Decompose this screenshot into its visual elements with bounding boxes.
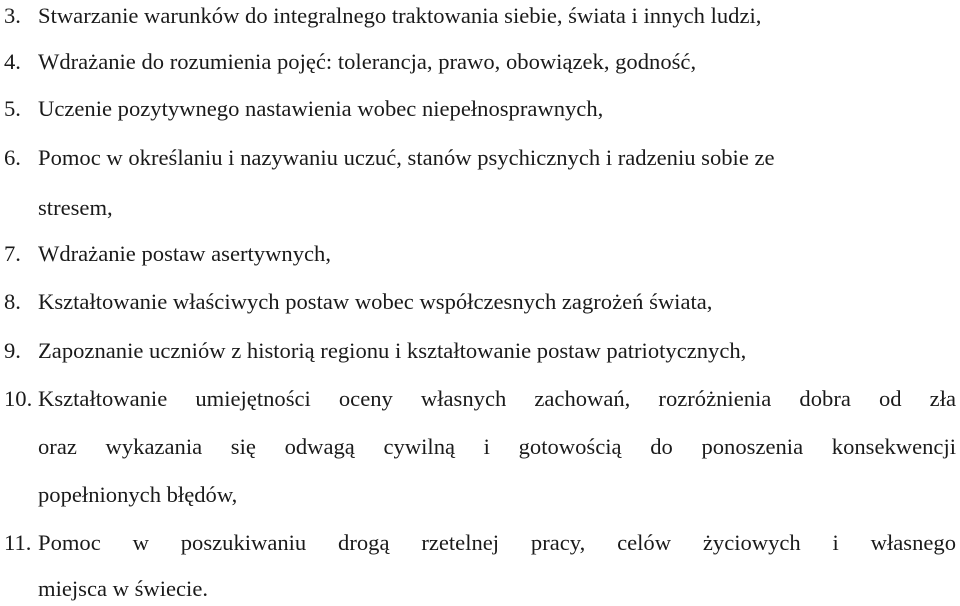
list-item-number: 8.	[4, 289, 21, 314]
list-item-number: 3.	[4, 3, 21, 28]
list-item-number: 7.	[4, 241, 21, 266]
list-item-number: 9.	[4, 338, 21, 363]
list-item-text: Pomoc w określaniu i nazywaniu uczuć, stanów psychicznych i radzeniu sobie ze	[38, 145, 775, 170]
list-item-text: stresem,	[38, 195, 113, 220]
list-item-text: Zapoznanie uczniów z historią regionu i kształtowanie postaw patriotycznych,	[38, 338, 747, 363]
list-item-text: oraz wykazania się odwagą cywilną i gotowością do ponoszenia konsekwencji	[38, 434, 956, 459]
list-item-text: Wdrażanie postaw asertywnych,	[38, 241, 331, 266]
list-item-text: popełnionych błędów,	[38, 482, 238, 507]
list-item-text: Wdrażanie do rozumienia pojęć: tolerancja, prawo, obowiązek, godność,	[38, 49, 697, 74]
list-item-text: Kształtowanie umiejętności oceny własnych zachowań, rozróżnienia dobra od zła	[38, 386, 956, 411]
list-item-text: miejsca w świecie.	[38, 576, 209, 601]
list-item-number: 6.	[4, 145, 21, 170]
list-item-text: Stwarzanie warunków do integralnego traktowania siebie, świata i innych ludzi,	[38, 3, 762, 28]
list-item-text: Uczenie pozytywnego nastawienia wobec niepełnosprawnych,	[38, 96, 604, 121]
list-item-number: 11.	[4, 530, 32, 555]
list-item-text: Kształtowanie właściwych postaw wobec współczesnych zagrożeń świata,	[38, 289, 713, 314]
list-item-number: 4.	[4, 49, 21, 74]
list-item-number: 10.	[4, 386, 33, 411]
list-item-text: Pomoc w poszukiwaniu drogą rzetelnej pracy, celów życiowych i własnego	[38, 530, 956, 555]
list-item-number: 5.	[4, 96, 21, 121]
